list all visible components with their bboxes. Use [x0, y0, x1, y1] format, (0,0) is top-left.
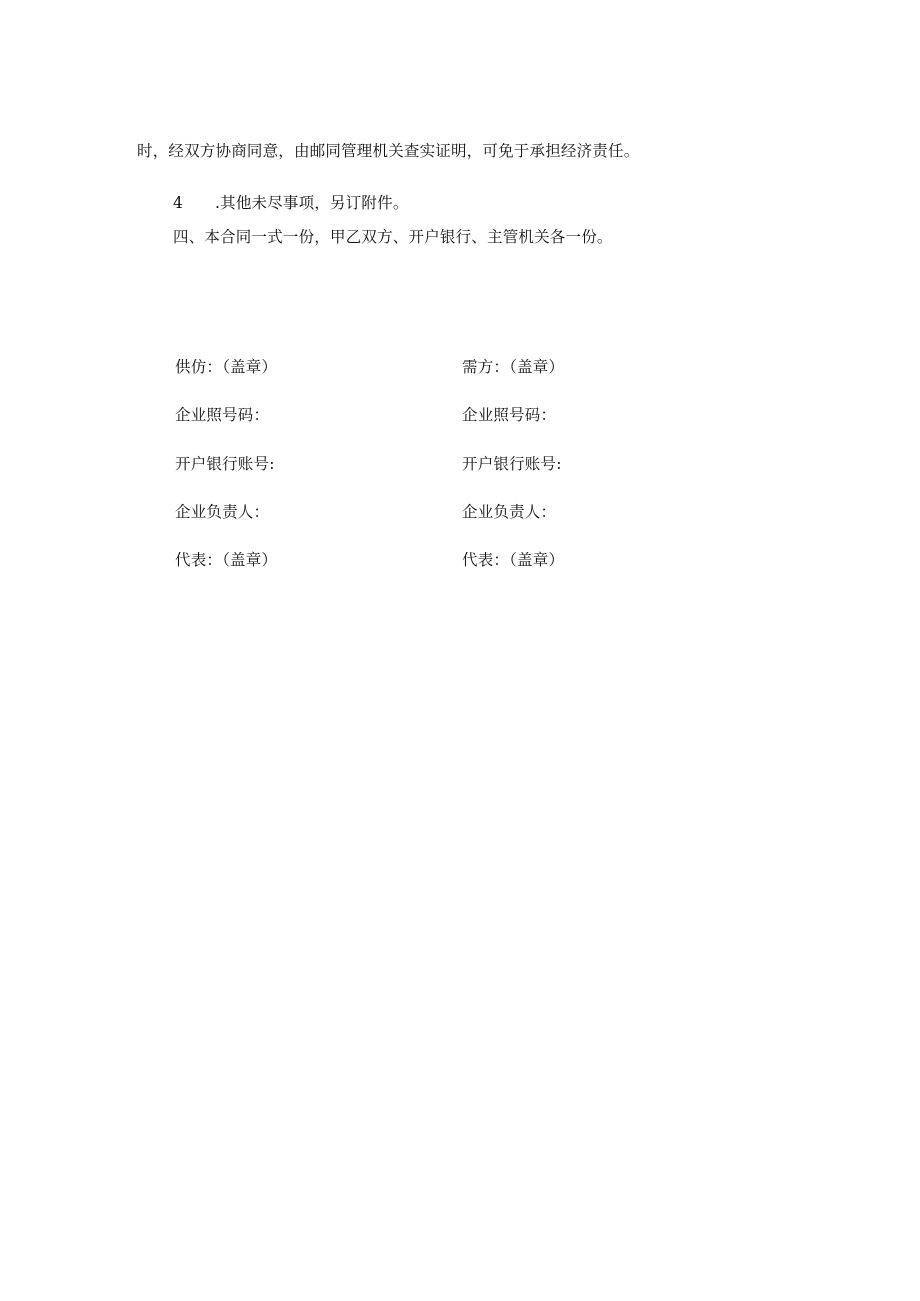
supplier-rep-label: 代表：（盖章）: [175, 551, 278, 569]
paragraph-continuation: 时，经双方协商同意，由邮同管理机关查实证明，可免于承担经济责任。: [137, 142, 640, 160]
section-4-copies: 四、本合同一式一份，甲乙双方、开户银行、主管机关各一份。: [173, 228, 613, 246]
buyer-bank-label: 开户银行账号:: [462, 455, 562, 473]
buyer-license-label: 企业照号码：: [462, 406, 557, 424]
clause-item-text: .其他未尽事项，另订附件。: [215, 194, 409, 212]
buyer-manager-label: 企业负责人：: [462, 503, 557, 521]
supplier-party-label: 供仿：（盖章）: [175, 358, 278, 376]
clause-item-number: 4: [173, 194, 184, 212]
clause-item-4: [173, 193, 409, 213]
buyer-rep-label: 代表：（盖章）: [462, 551, 565, 569]
supplier-bank-label: 开户银行账号:: [175, 455, 275, 473]
supplier-manager-label: 企业负责人：: [175, 503, 270, 521]
buyer-party-label: 需方：（盖章）: [462, 358, 565, 376]
supplier-license-label: 企业照号码：: [175, 406, 270, 424]
